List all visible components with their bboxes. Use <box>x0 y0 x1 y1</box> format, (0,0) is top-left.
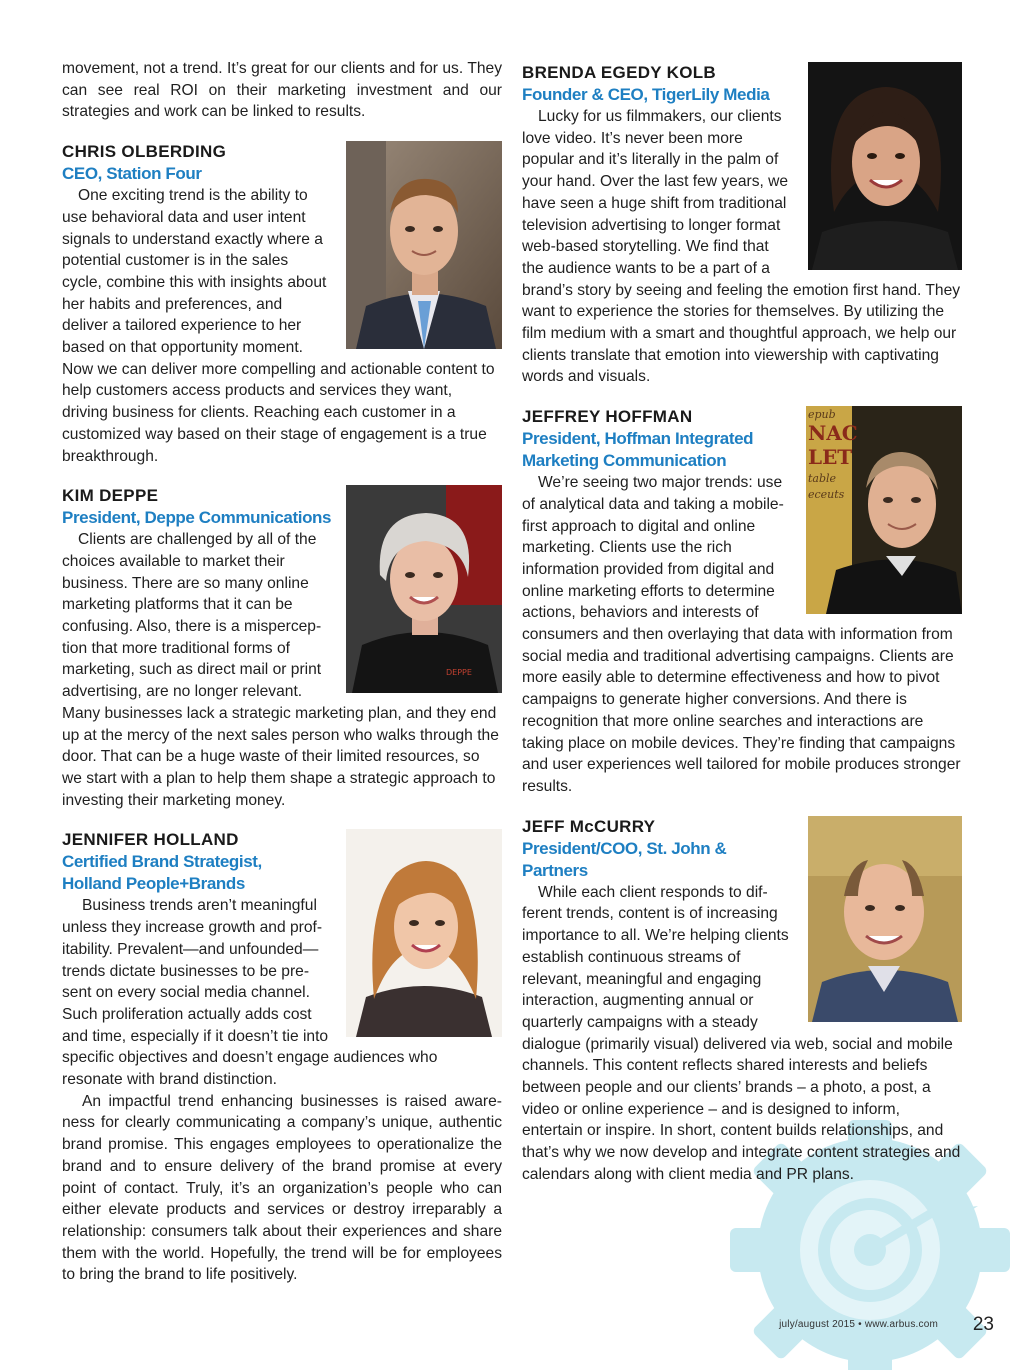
profile-kim-deppe <box>62 485 502 811</box>
profile-role-line-2: Marketing Communication <box>522 451 727 471</box>
right-column <box>522 58 962 1186</box>
profile-name: KIM DEPPE <box>62 486 159 506</box>
profile-role-line-2: Holland People+Brands <box>62 874 245 894</box>
profile-role-line-1: Certified Brand Strategist, <box>62 852 262 872</box>
profile-quote: Lucky for us filmmakers, our clients love video. It’s never been more popular and it’s literally in the palm of your hand. Over the last few years, we have seen a huge shift from traditional television advertising to longer format web-based storytelling. We find that the audience wants to be a part of a brand’s story by seeing and feeling the emotion first hand. They want to experience the stories for themselves. By utilizing the film medium with a smart and thoughtful approach, we help our clients translate that emotion into viewership with captivating words and visuals. <box>522 108 961 386</box>
profile-quote: Business trends aren’t meaningful unless they increase growth and profitability. Prevalent—and unfounded—trends dictate businesses to be present on every social media channel. Such proliferation actually adds cost and time, especially if it doesn’t tie into specific objectives and doesn’t engage audiences who resonate with brand distinction. <box>62 897 438 1089</box>
portrait-jennifer-holland <box>346 829 502 1037</box>
shirt-logo-text: DEPPE <box>446 668 472 678</box>
photo-sign-text: LET <box>808 445 853 470</box>
profile-quote-continued: An impactful trend enhancing businesses is raised awareness for clearly communicating a company’s unique, authentic brand promise. This engages employees to operationalize the brand and to ensure delivery of the brand promise at every point of contact. Truly, it’s an organization’s people who can either elevate products and services or destroy irreparably a relationship: consumers talk about their experiences and share them with the world. Hopefully, the trend will be for employees to bring the brand to life positively. <box>62 1092 502 1284</box>
profile-jeff-mccurry <box>522 816 962 1186</box>
profile-name: JEFF McCURRY <box>522 816 656 836</box>
issue-footer: july/august 2015 • www.arbus.com <box>779 1319 938 1330</box>
profile-chris-olberding <box>62 141 502 467</box>
intro-paragraph: movement, not a trend. It’s great for our clients and for us. They can see real ROI on their marketing investment and our strategies and work can be linked to results. <box>62 60 502 121</box>
profile-role: President/COO, St. John & Partners <box>522 838 727 880</box>
profile-role: Founder & CEO, TigerLily Media <box>522 85 770 104</box>
page-number: 23 <box>972 1314 994 1335</box>
profile-name: BRENDA EGEDY KOLB <box>522 63 717 82</box>
profile-quote: Clients are challenged by all of the choices available to market their business. There are so many online marketing platforms that it can be confusing. Also, there is a misperception that more traditional forms of marketing, such as direct mail or print advertising, are no longer relevant. Many businesses lack a strategic marketing plan, and they end up at the mercy of the next sales person who walks through the door. That can be a huge waste of their limited resources, so we start with a plan to help them shape a strategic approach to investing their marketing money. <box>62 531 499 809</box>
left-column <box>62 58 502 1286</box>
profile-role: President, Deppe Communications <box>62 508 332 528</box>
portrait-chris-olberding <box>346 141 502 349</box>
profile-role: CEO, Station Four <box>62 164 202 184</box>
photo-sign-text: epub <box>808 408 836 422</box>
portrait-jeff-mccurry <box>808 816 962 1022</box>
profile-name: JEFFREY HOFFMAN <box>522 407 693 427</box>
profile-quote: One exciting trend is the ability to use behavioral data and user intent signals to understand exactly where a potential customer is in the sales cycle, combine this with insights about her habits and preferences, and deliver a tailored experience to her based on that opportunity moment. Now we can deliver more compelling and actionable content to help customers access products and services they want, driving business for clients. Reaching each customer in a customized way based on their stage of engagement is a true breakthrough. <box>62 187 495 465</box>
profile-quote: While each client responds to different trends, content is of increasing importance to all. We’re helping clients establish continuous streams of relevant, meaningful and engaging interaction, augmenting annual or quarterly campaigns with a steady dialogue (primarily visual) delivered via web, social and mobile channels. This content reflects shared interests and beliefs between people and our clients’ brands – a photo, a post, a video or online experience – and is designed to inform, entertain or inspire. In short, content builds relationships, and that’s why we now develop and integrate content strategies and calendars along with client media and PR plans. <box>522 883 961 1183</box>
profile-brenda-egedy-kolb <box>522 62 962 388</box>
profile-name: CHRIS OLBERDING <box>62 142 227 162</box>
portrait-jeffrey-hoffman <box>806 406 962 614</box>
profile-name: JENNIFER HOLLAND <box>62 830 239 850</box>
profile-quote: We’re seeing two major trends: use of analytical data and taking a mobile-first approach to digital and online marketing. Clients use the rich information provided from digital and online marketing efforts to determine actions, behaviors and interests of consumers and then overlaying that data with information from social media and traditional advertising campaigns. Clients are more easily able to determine effectiveness and how to pivot campaigns to generate higher conversions. And there is recognition that more online searches and interactions are taking place on mobile devices. They’re finding that campaigns and user experiences well tailored for mobile produces stronger results. <box>522 474 961 795</box>
photo-sign-text: table <box>808 472 837 486</box>
portrait-brenda-egedy-kolb <box>808 62 962 270</box>
profile-role-line-1: President, Hoffman Integrated <box>522 429 754 449</box>
photo-sign-text: NAC <box>808 421 858 446</box>
profile-jeffrey-hoffman <box>522 406 962 798</box>
photo-sign-text: eceuts <box>808 488 845 502</box>
profile-jennifer-holland <box>62 829 502 1286</box>
portrait-kim-deppe <box>346 485 502 693</box>
